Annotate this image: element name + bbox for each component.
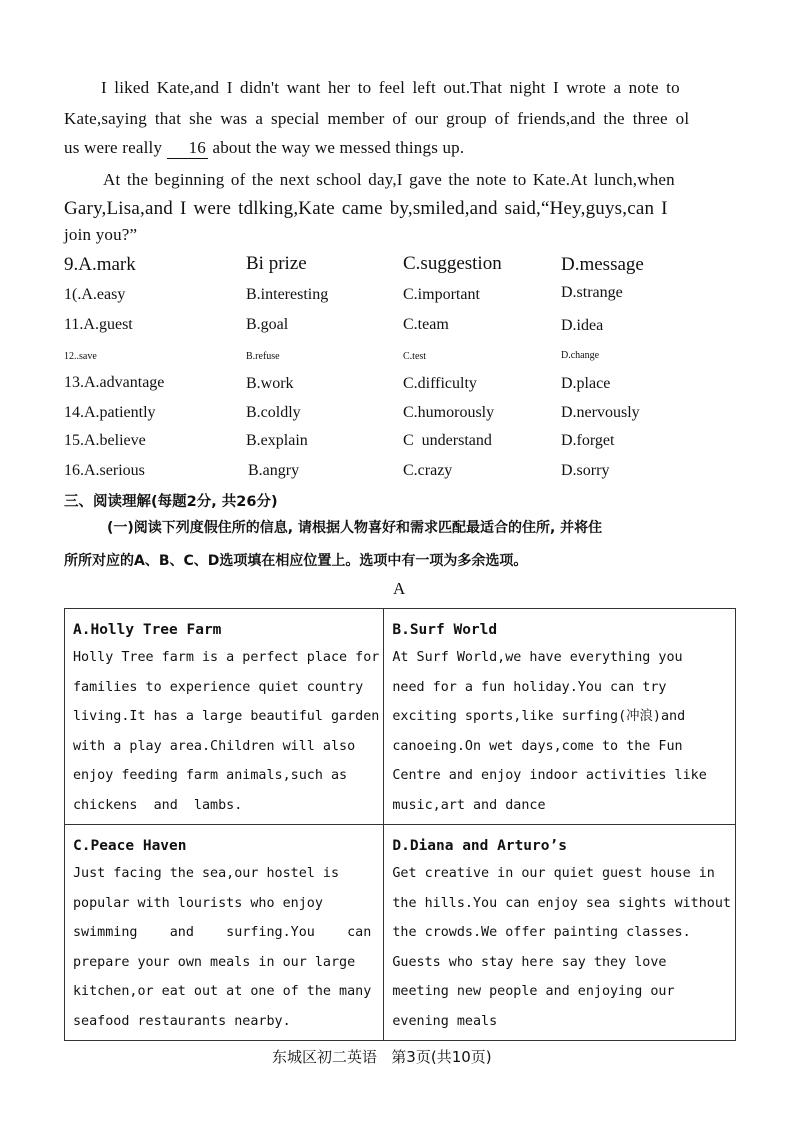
ad-title: D.Diana and Arturo’s — [392, 838, 567, 854]
accommodation-table — [64, 608, 736, 1041]
option-10a: 1(.A.easy — [64, 286, 126, 303]
ad-text: kitchen,or eat out at one of the many — [73, 984, 372, 999]
option-9a: 9.A.mark — [64, 254, 136, 275]
passage-line: join you?” — [64, 225, 138, 244]
option-11c: C.team — [403, 316, 449, 333]
section-instruction: 所所对应的A、B、C、D选项填在相应位置上。选项中有一项为多余选项。 — [64, 553, 528, 569]
answer-blank-16: 16 — [167, 138, 208, 159]
option-15c: C understand — [403, 432, 492, 449]
option-14a: 14.A.patiently — [64, 404, 156, 421]
passage-line: Gary,Lisa,and I were tdlking,Kate came by,smiled,and said,“Hey,guys,can I — [64, 198, 668, 219]
section-title: 三、阅读理解(每题2分, 共26分) — [64, 494, 278, 510]
option-11d: D.idea — [561, 317, 604, 334]
option-12a: 12..save — [64, 351, 97, 362]
ad-text: Just facing the sea,our hostel is — [73, 866, 340, 881]
ad-text: swimming and surfing.You can — [73, 925, 372, 940]
option-14b: B.coldly — [246, 404, 301, 421]
ad-cell-c — [65, 825, 384, 1041]
ad-text: Holly Tree farm is a perfect place for — [73, 650, 380, 665]
option-15d: D.forget — [561, 432, 615, 449]
option-9b: Bi prize — [246, 253, 307, 274]
option-11a: 11.A.guest — [64, 316, 133, 333]
option-16a: 16.A.serious — [64, 462, 145, 479]
option-13a: 13.A.advantage — [64, 374, 165, 391]
option-14c: C.humorously — [403, 404, 495, 421]
ad-cell-d — [384, 825, 736, 1041]
ad-text: enjoy feeding farm animals,such as — [73, 768, 348, 783]
ad-text: the hills.You can enjoy sea sights without — [392, 895, 731, 911]
ad-text: with a play area.Children will also — [73, 738, 356, 754]
ad-text: Centre and enjoy indoor activities like — [392, 768, 707, 783]
passage-line — [64, 138, 464, 159]
option-9d: D.message — [561, 254, 644, 275]
ad-text: chickens and lambs. — [73, 797, 243, 813]
ad-text: evening meals — [392, 1013, 498, 1029]
ad-text: popular with lourists who enjoy — [73, 895, 323, 911]
ad-title: B.Surf World — [392, 622, 498, 638]
ad-text: exciting sports,like surfing(冲浪)and — [392, 709, 686, 724]
ad-title: C.Peace Haven — [73, 838, 187, 854]
ad-text: need for a fun holiday.You can try — [392, 679, 667, 695]
option-16d: D.sorry — [561, 462, 610, 479]
option-15a: 15.A.believe — [64, 432, 146, 449]
ad-title: A.Holly Tree Farm — [73, 622, 222, 638]
ad-text: Guests who stay here say they love — [392, 954, 667, 970]
ad-text: Get creative in our quiet guest house in — [392, 866, 715, 881]
option-13b: B.work — [246, 375, 294, 392]
option-9c: C.suggestion — [403, 253, 502, 274]
page-footer: 东城区初二英语 第3页(共10页) — [272, 1048, 492, 1066]
option-13d: D.place — [561, 375, 611, 392]
option-16b: B.angry — [248, 462, 300, 479]
option-10d: D.strange — [561, 284, 623, 301]
passage-line: I liked Kate,and I didn't want her to feel left out.That night I wrote a note to — [101, 78, 680, 97]
ad-text: living.It has a large beautiful garden — [73, 709, 380, 724]
option-15b: B.explain — [246, 432, 308, 449]
ad-text: prepare your own meals in our large — [73, 954, 356, 970]
passage-text: us were really — [64, 138, 163, 157]
ad-text: music,art and dance — [392, 797, 546, 813]
option-11b: B.goal — [246, 316, 289, 333]
ad-text: seafood restaurants nearby. — [73, 1013, 291, 1029]
passage-line: At the beginning of the next school day,I gave the note to Kate.At lunch,when — [103, 170, 675, 189]
option-12d: D.change — [561, 350, 600, 361]
ad-text: meeting new people and enjoying our — [392, 984, 675, 999]
option-16c: C.crazy — [403, 462, 453, 479]
option-12b: B.refuse — [246, 351, 280, 362]
option-10c: C.important — [403, 286, 480, 303]
ad-text: families to experience quiet country — [73, 679, 364, 695]
option-13c: C.difficulty — [403, 375, 477, 392]
ad-text: At Surf World,we have everything you — [392, 650, 683, 665]
passage-text: about the way we messed things up. — [212, 138, 465, 157]
passage-line: Kate,saying that she was a special member of our group of friends,and the three ol — [64, 109, 690, 128]
ad-text: the crowds.We offer painting classes. — [392, 925, 691, 940]
ad-cell-a — [65, 609, 384, 825]
option-12c: C.test — [403, 351, 427, 362]
section-instruction: (一)阅读下列度假住所的信息, 请根据人物喜好和需求匹配最适合的住所, 并将住 — [107, 520, 603, 536]
option-14d: D.nervously — [561, 404, 640, 421]
passage-label: A — [393, 579, 406, 598]
option-10b: B.interesting — [246, 286, 329, 303]
ad-cell-b — [384, 609, 736, 825]
ad-text: canoeing.On wet days,come to the Fun — [392, 738, 683, 754]
